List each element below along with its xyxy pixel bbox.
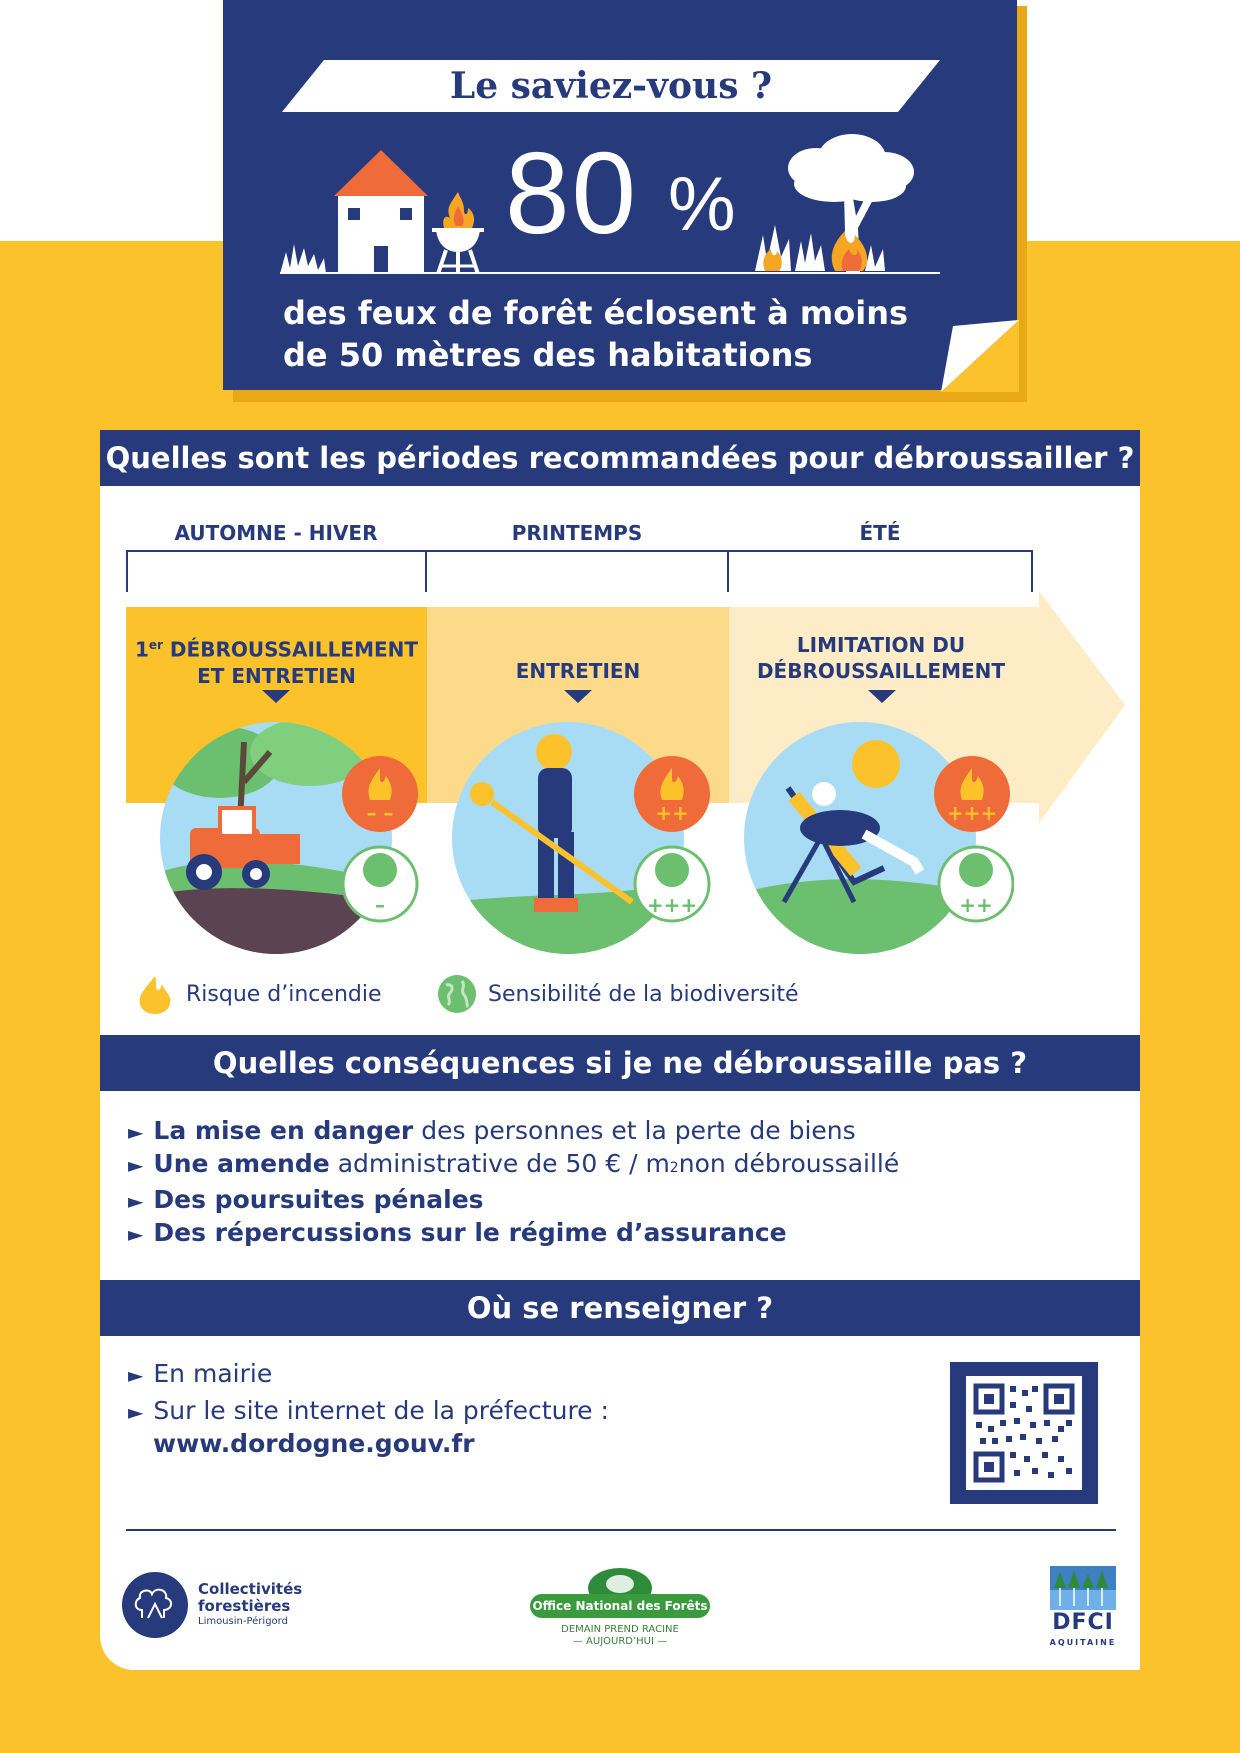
phase-1-line2: ET ENTRETIEN	[197, 663, 356, 688]
bullet-icon: ►	[128, 1189, 144, 1213]
banner	[282, 60, 940, 112]
bullet-icon: ►	[128, 1363, 144, 1387]
list-item	[128, 1395, 609, 1428]
stat-unit: %	[668, 162, 736, 247]
consequences-list	[128, 1115, 899, 1250]
stat-description-line2: de 50 mètres des habitations	[283, 336, 813, 374]
onf-logo	[530, 1568, 710, 1650]
collectivites-line3: Limousin-Périgord	[198, 1616, 288, 1627]
qr-code[interactable]	[950, 1362, 1098, 1504]
tractor-scene-icon	[160, 722, 430, 962]
info-list	[128, 1358, 609, 1460]
phase-3-bio-rating: ++	[959, 893, 993, 917]
prefecture-url-link[interactable]: www.dordogne.gouv.fr	[153, 1429, 475, 1458]
collectivites-logo	[122, 1572, 302, 1638]
bullet-icon: ►	[128, 1120, 144, 1144]
list-item	[128, 1217, 899, 1250]
phase-1-fire-rating: – –	[366, 801, 394, 825]
phase-2-arrow-icon	[564, 690, 592, 703]
relax-scene-icon	[744, 722, 1014, 962]
collectivites-tree-icon	[122, 1572, 188, 1638]
season-spring: PRINTEMPS	[511, 521, 643, 545]
collectivites-line2: forestières	[198, 1597, 291, 1615]
brushcutter-scene-icon	[452, 722, 722, 962]
fire-icon	[755, 205, 895, 275]
timeline-tick	[126, 550, 128, 592]
onf-name: Office National des Forêts	[530, 1594, 710, 1618]
phase-1-title	[126, 632, 427, 689]
list-item	[128, 1184, 899, 1217]
phase-1-arrow-icon	[262, 690, 290, 703]
phase-1-sup: er	[148, 638, 163, 652]
fire-legend-icon	[136, 974, 174, 1014]
info-prefecture: Sur le site internet de la préfecture :	[153, 1396, 609, 1425]
phase-2-title	[427, 658, 729, 684]
stat-description	[283, 292, 963, 376]
list-item-bold: Une amende	[153, 1149, 330, 1178]
list-item-text: des personnes et la perte de biens	[421, 1116, 856, 1145]
globe-legend-icon	[438, 975, 476, 1013]
list-item-sup: 2	[669, 1160, 679, 1176]
house-icon	[334, 150, 428, 274]
phase-3-fire-rating: +++	[946, 801, 998, 825]
legend-biodiversity-label: Sensibilité de la biodiversité	[488, 981, 799, 1007]
qr-pattern-icon	[966, 1376, 1082, 1490]
onf-slogan	[530, 1624, 710, 1648]
list-item	[128, 1428, 609, 1460]
phase-2-bio-rating: +++	[646, 893, 698, 917]
phase-2-line1: ENTRETIEN	[515, 659, 641, 683]
dfci-name: DFCI	[1052, 1610, 1114, 1635]
phase-1-bio-rating: –	[375, 893, 385, 917]
list-item-bold: Des poursuites pénales	[153, 1185, 484, 1214]
dfci-region: AQUITAINE	[1049, 1638, 1117, 1647]
banner-title: Le saviez-vous ?	[449, 65, 773, 107]
phase-3-line1: LIMITATION DU	[796, 633, 966, 657]
consequences-heading: Quelles conséquences si je ne débroussaille pas ?	[100, 1035, 1140, 1091]
list-item-bold: Des répercussions sur le régime d’assurance	[153, 1218, 787, 1247]
timeline-tick	[1031, 550, 1033, 592]
dfci-logo	[1048, 1566, 1118, 1650]
periods-heading: Quelles sont les périodes recommandées pour débroussailler ?	[100, 430, 1140, 486]
legend-fire	[136, 974, 382, 1014]
timeline-tick	[727, 550, 729, 592]
legend-biodiversity	[438, 974, 799, 1014]
season-autumn-winter: AUTOMNE - HIVER	[174, 521, 378, 545]
list-item	[128, 1148, 899, 1184]
phase-3-arrow-icon	[868, 690, 896, 703]
phase-3-line2: DÉBROUSSAILLEMENT	[756, 659, 1006, 683]
legend-fire-label: Risque d’incendie	[186, 981, 382, 1007]
timeline-line	[126, 550, 1033, 552]
stat-value: 80	[505, 128, 639, 258]
list-item	[128, 1358, 609, 1391]
barbecue-icon	[430, 190, 486, 274]
season-summer: ÉTÉ	[859, 521, 901, 545]
onf-slogan-line2: — AUJOURD’HUI —	[572, 1636, 668, 1647]
ground-line	[280, 272, 940, 274]
dfci-forest-icon	[1050, 1566, 1116, 1610]
bullet-icon: ►	[128, 1153, 144, 1177]
stat-description-line1: des feux de forêt éclosent à moins	[283, 294, 909, 332]
grass-icon	[280, 240, 326, 274]
collectivites-line1: Collectivités	[198, 1580, 303, 1598]
phase-1-line1: DÉBROUSSAILLEMENT	[162, 637, 419, 662]
phase-3-title	[729, 632, 1033, 684]
bullet-icon: ►	[128, 1400, 144, 1424]
list-item-text-end: non débroussaillé	[678, 1149, 900, 1178]
footer-divider	[126, 1529, 1116, 1531]
bullet-icon: ►	[128, 1222, 144, 1246]
onf-slogan-line1: DEMAIN PREND RACINE	[561, 1624, 679, 1635]
list-item-text: administrative de 50 € / m	[337, 1149, 670, 1178]
timeline-tick	[425, 550, 427, 592]
info-heading: Où se renseigner ?	[100, 1280, 1140, 1336]
phase-1-num: 1	[134, 637, 149, 662]
list-item	[128, 1115, 899, 1148]
info-mairie: En mairie	[153, 1359, 273, 1388]
phase-2-fire-rating: ++	[655, 801, 689, 825]
list-item-bold: La mise en danger	[153, 1116, 414, 1145]
qr-code-inner	[966, 1376, 1082, 1490]
